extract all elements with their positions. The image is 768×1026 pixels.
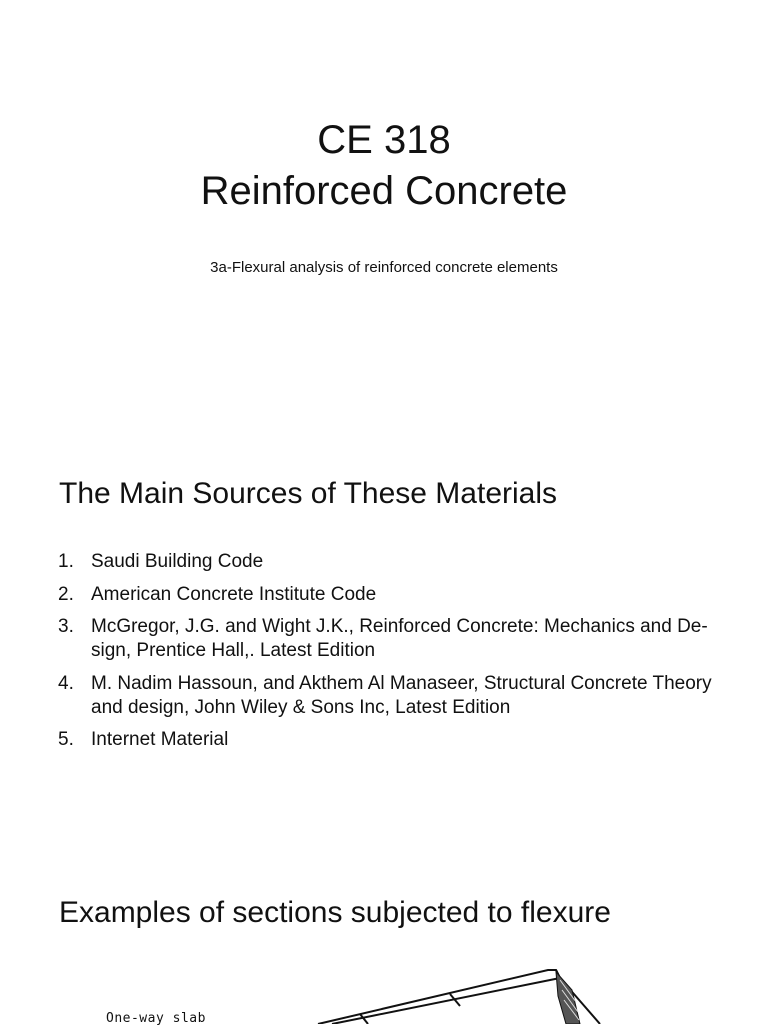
list-item [58, 672, 728, 720]
list-item [58, 728, 728, 752]
slab-top-edge [318, 970, 560, 1024]
list-item-text: McGregor, J.G. and Wight J.K., Reinforced Concrete: Mechanics and De-sign, Prentice Hall,. Latest Edition [91, 616, 708, 661]
list-item-text: Saudi Building Code [91, 551, 264, 572]
list-item-text: American Concrete Institute Code [91, 583, 377, 605]
sources-list [58, 550, 728, 761]
list-item-number: 1. [58, 551, 74, 572]
list-item-number: 4. [58, 672, 74, 694]
list-item [58, 615, 728, 663]
list-item-number: 2. [58, 583, 74, 605]
list-item-number: 5. [58, 729, 74, 750]
course-code-title: CE 318 [317, 118, 451, 162]
list-item [58, 583, 728, 607]
figure-label: One-way slab [106, 1011, 206, 1026]
lecture-subtitle: 3a-Flexural analysis of reinforced concrete elements [210, 259, 558, 276]
course-name-title: Reinforced Concrete [200, 169, 568, 213]
examples-heading: Examples of sections subjected to flexure [59, 896, 611, 929]
list-item-number: 3. [58, 616, 74, 637]
list-item [58, 550, 728, 574]
list-item-text: Internet Material [91, 729, 229, 750]
list-item-text: M. Nadim Hassoun, and Akthem Al Manaseer, Structural Concrete Theory and design, John Wiley & Sons Inc, Latest Edition [91, 672, 712, 718]
sources-heading: The Main Sources of These Materials [59, 477, 558, 510]
